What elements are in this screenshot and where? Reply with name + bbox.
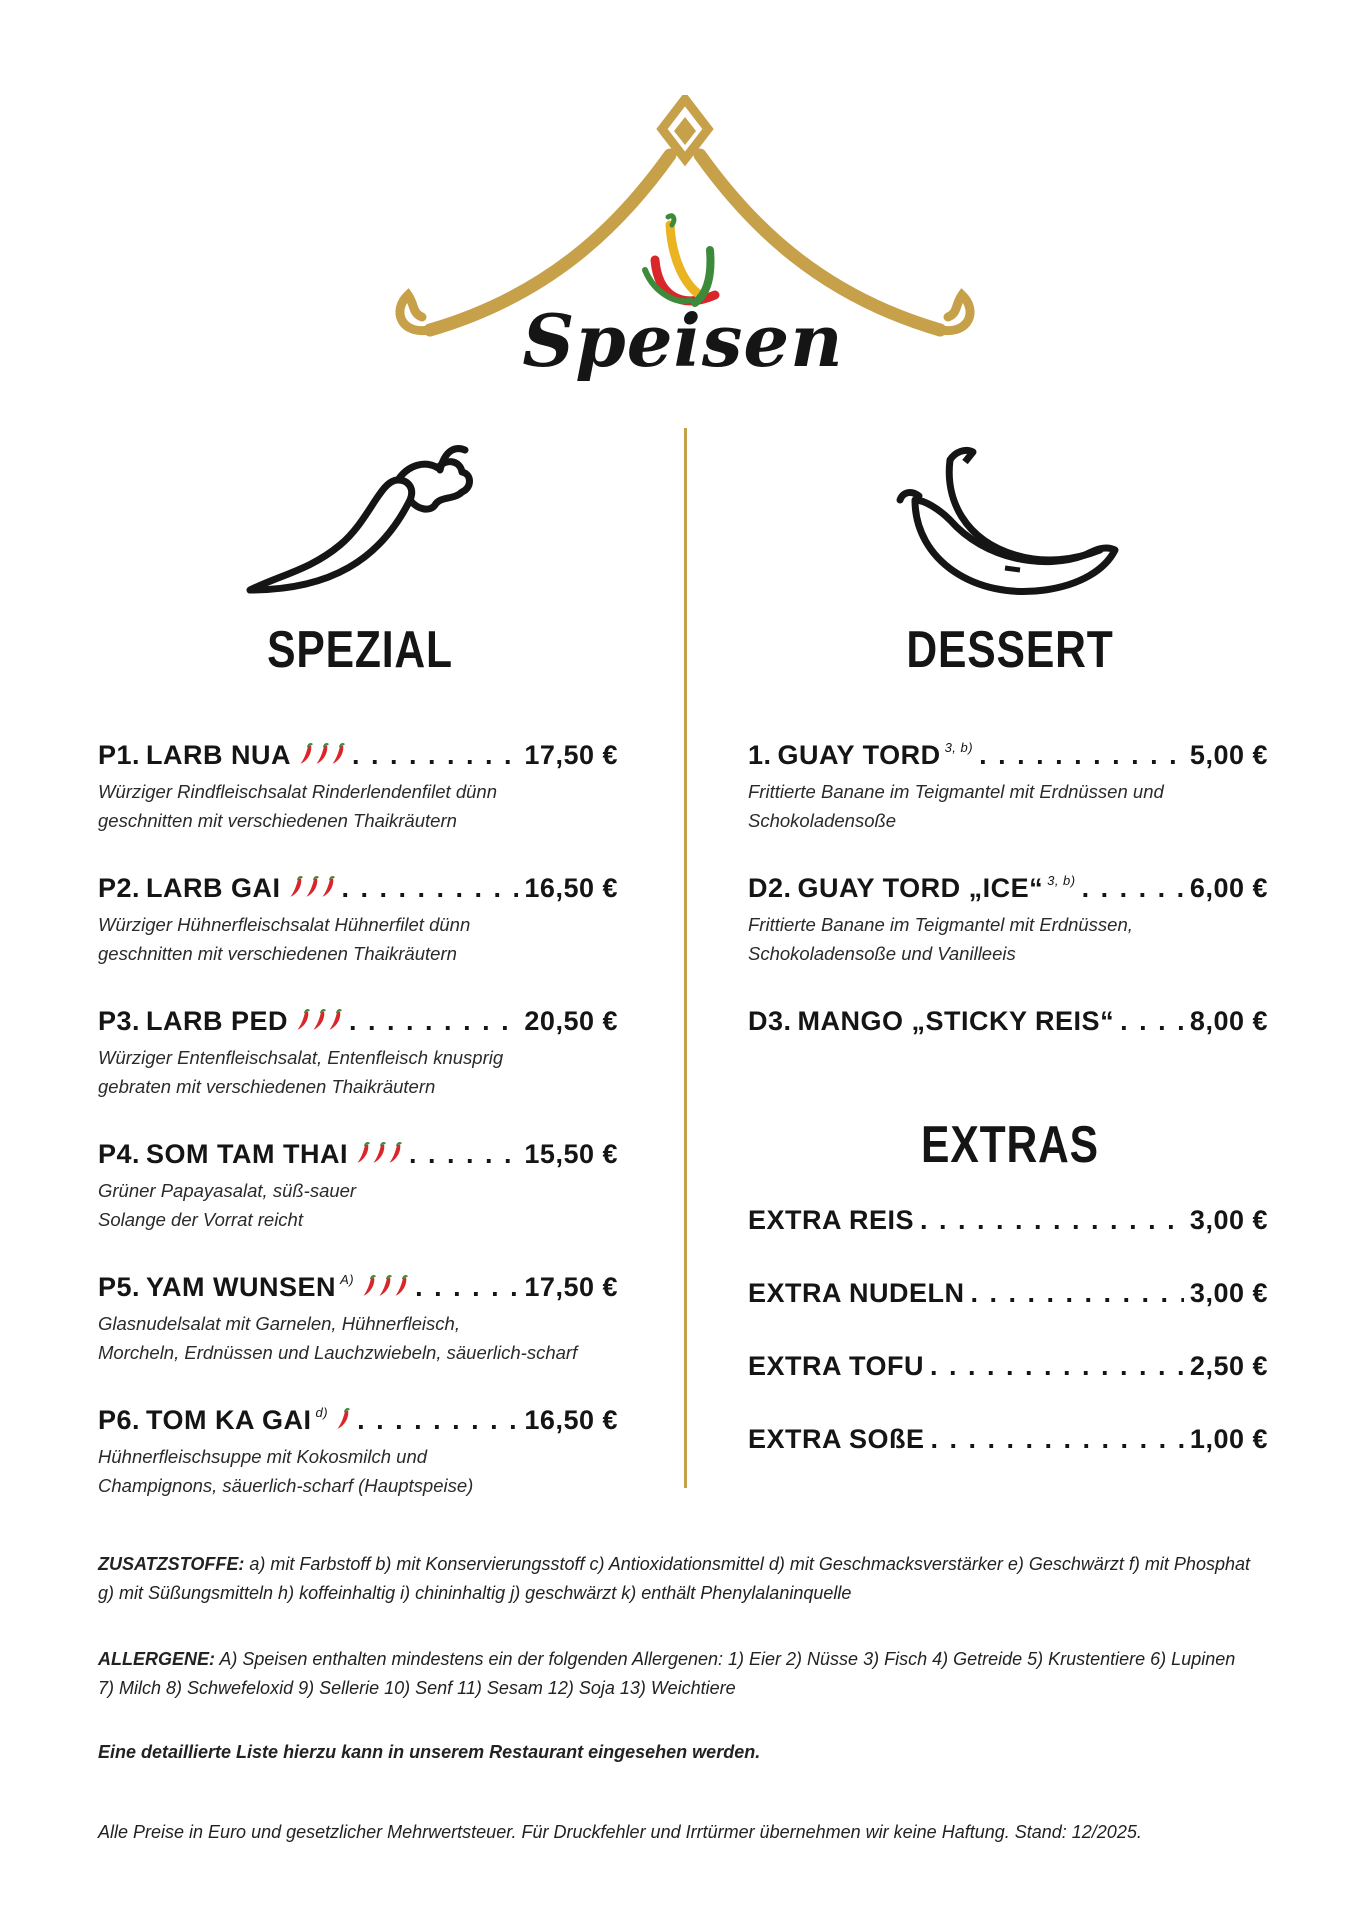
item-price: 16,50 €	[524, 873, 618, 903]
dot-leader	[971, 1278, 1184, 1309]
chili-icon	[289, 875, 304, 899]
spice-level-icons	[299, 742, 346, 766]
footer-note: Alle Preise in Euro und gesetzlicher Mehrwertsteuer. Für Druckfehler und Irrtürmer übernehmen wir keine Haftung. Stand: 12/2025.	[98, 1822, 1142, 1842]
item-description-line: Würziger Hühnerfleischsalat Hühnerfilet dünn	[98, 914, 471, 935]
item-description	[98, 1176, 618, 1234]
dot-leader	[357, 1405, 518, 1436]
item-name: EXTRA REIS	[748, 1205, 915, 1235]
item-price: 17,50 €	[524, 1272, 618, 1302]
item-name: TOM KA GAI	[146, 1405, 312, 1435]
allergene-line-1: A) Speisen enthalten mindestens ein der folgenden Allergenen: 1) Eier 2) Nüsse 3) Fisch 4) Getreide 5) Krustentiere 6) Lupinen	[219, 1649, 1236, 1669]
item-name: YAM WUNSEN	[146, 1272, 337, 1302]
section-title-dessert: DESSERT	[906, 621, 1114, 679]
item-description	[98, 1309, 618, 1367]
item-description	[748, 910, 1268, 968]
chili-outline-icon	[240, 440, 480, 610]
spice-level-icons	[336, 1407, 351, 1431]
chili-icon	[328, 1008, 343, 1032]
zusatzstoffe-label: ZUSATZSTOFFE:	[98, 1554, 245, 1574]
item-heading	[748, 873, 1268, 904]
chili-icon	[388, 1141, 403, 1165]
item-price: 17,50 €	[524, 740, 618, 770]
item-description	[98, 1043, 618, 1101]
item-price: 15,50 €	[524, 1139, 618, 1169]
item-description-line: Solange der Vorrat reicht	[98, 1209, 303, 1230]
allergene-label: ALLERGENE:	[98, 1649, 215, 1669]
item-description-line: Hühnerfleischsuppe mit Kokosmilch und	[98, 1446, 428, 1467]
item-heading	[748, 740, 1268, 771]
item-description-line: geschnitten mit verschiedenen Thaikräutern	[98, 810, 457, 831]
item-heading	[98, 1006, 618, 1037]
section-title-extras: EXTRAS	[921, 1116, 1099, 1174]
item-description-line: Schokoladensoße und Vanilleeis	[748, 943, 1016, 964]
item-description	[98, 910, 618, 968]
item-price: 16,50 €	[524, 1405, 618, 1435]
chili-icon	[296, 1008, 311, 1032]
spezial-item	[98, 1405, 618, 1500]
detail-list-note: Eine detaillierte Liste hierzu kann in unserem Restaurant eingesehen werden.	[98, 1742, 761, 1762]
item-code: 1.	[748, 740, 772, 770]
dot-leader	[920, 1205, 1184, 1236]
allergene-line-2: 7) Milch 8) Schwefeloxid 9) Sellerie 10) Senf 11) Sesam 12) Soja 13) Weichtiere	[98, 1678, 736, 1698]
dot-leader	[415, 1272, 518, 1303]
item-description	[98, 777, 618, 835]
item-description-line: Glasnudelsalat mit Garnelen, Hühnerfleisch,	[98, 1313, 460, 1334]
item-heading	[98, 1405, 618, 1436]
extras-item	[748, 1278, 1268, 1309]
chili-icon	[305, 875, 320, 899]
item-code: P5.	[98, 1272, 141, 1302]
chili-icon	[356, 1141, 371, 1165]
item-description-line: geschnitten mit verschiedenen Thaikräutern	[98, 943, 457, 964]
page-title: Speisen	[522, 298, 844, 383]
item-heading	[748, 1205, 1268, 1236]
item-name: LARB GAI	[146, 873, 281, 903]
item-price: 20,50 €	[524, 1006, 618, 1036]
zusatzstoffe-line-1: a) mit Farbstoff b) mit Konservierungsstoff c) Antioxidationsmittel d) mit Geschmacksverstärker e) Geschwärzt f) mit Phosphat	[249, 1554, 1250, 1574]
item-heading	[748, 1351, 1268, 1382]
chili-icon	[331, 742, 346, 766]
spezial-item	[98, 1006, 618, 1101]
item-code: D2.	[748, 873, 792, 903]
dessert-item	[748, 873, 1268, 968]
zusatzstoffe-line-2: g) mit Süßungsmitteln h) koffeinhaltig i) chininhaltig j) geschwärzt k) enthält Phenylalaninquelle	[98, 1583, 852, 1603]
item-description	[98, 1442, 618, 1500]
item-code: P1.	[98, 740, 141, 770]
chili-icon	[312, 1008, 327, 1032]
item-name: EXTRA SOßE	[748, 1424, 925, 1454]
dot-leader	[930, 1351, 1184, 1382]
dot-leader	[1082, 873, 1184, 904]
item-code: P3.	[98, 1006, 141, 1036]
chili-icon	[394, 1274, 409, 1298]
item-heading	[98, 1272, 618, 1303]
chili-icon	[315, 742, 330, 766]
dot-leader	[1120, 1006, 1184, 1037]
chili-icon	[321, 875, 336, 899]
column-divider	[684, 428, 687, 1488]
item-name: MANGO „STICKY REIS“	[797, 1006, 1115, 1036]
spezial-item	[98, 1139, 618, 1234]
dessert-item	[748, 1006, 1268, 1037]
item-price: 5,00 €	[1189, 740, 1268, 770]
item-code: D3.	[748, 1006, 792, 1036]
chili-icon	[336, 1407, 351, 1431]
item-price: 8,00 €	[1189, 1006, 1268, 1036]
spice-level-icons	[356, 1141, 403, 1165]
item-description-line: Schokoladensoße	[748, 810, 897, 831]
allergene-note	[98, 1645, 1278, 1703]
item-price: 1,00 €	[1189, 1424, 1268, 1454]
zusatzstoffe-note	[98, 1550, 1278, 1608]
item-name: LARB PED	[146, 1006, 289, 1036]
item-name: EXTRA TOFU	[748, 1351, 925, 1381]
item-price: 6,00 €	[1189, 873, 1268, 903]
chili-icon	[372, 1141, 387, 1165]
chili-icon	[362, 1274, 377, 1298]
spezial-item	[98, 873, 618, 968]
item-heading	[748, 1424, 1268, 1455]
spice-level-icons	[362, 1274, 409, 1298]
item-heading	[98, 873, 618, 904]
extras-item	[748, 1205, 1268, 1236]
item-name: SOM TAM THAI	[146, 1139, 349, 1169]
item-allergen-sup: 3, b)	[1047, 873, 1076, 888]
item-description-line: Frittierte Banane im Teigmantel mit Erdnüssen und	[748, 781, 1164, 802]
chili-icon	[378, 1274, 393, 1298]
dot-leader	[349, 1006, 518, 1037]
item-code: P4.	[98, 1139, 141, 1169]
item-price: 3,00 €	[1189, 1205, 1268, 1235]
item-price: 3,00 €	[1189, 1278, 1268, 1308]
item-description-line: Champignons, säuerlich-scharf (Hauptspeise)	[98, 1475, 474, 1496]
item-name: GUAY TORD „ICE“	[797, 873, 1044, 903]
item-description-line: Grüner Papayasalat, süß-sauer	[98, 1180, 357, 1201]
dot-leader	[931, 1424, 1184, 1455]
item-price: 2,50 €	[1189, 1351, 1268, 1381]
item-description	[748, 777, 1268, 835]
dot-leader	[342, 873, 519, 904]
item-name: EXTRA NUDELN	[748, 1278, 965, 1308]
item-heading	[748, 1006, 1268, 1037]
section-title-spezial: SPEZIAL	[267, 621, 453, 679]
dot-leader	[352, 740, 518, 771]
item-description-line: Frittierte Banane im Teigmantel mit Erdnüssen,	[748, 914, 1133, 935]
extras-item	[748, 1351, 1268, 1382]
item-heading	[98, 740, 618, 771]
item-description-line: gebraten mit verschiedenen Thaikräutern	[98, 1076, 436, 1097]
item-name: LARB NUA	[146, 740, 292, 770]
extras-item	[748, 1424, 1268, 1455]
dessert-item	[748, 740, 1268, 835]
item-description-line: Würziger Entenfleischsalat, Entenfleisch knusprig	[98, 1047, 504, 1068]
item-code: P2.	[98, 873, 141, 903]
spice-level-icons	[296, 1008, 343, 1032]
item-allergen-sup: d)	[315, 1405, 329, 1420]
spezial-item	[98, 1272, 618, 1367]
item-description-line: Würziger Rindfleischsalat Rinderlendenfilet dünn	[98, 781, 497, 802]
dot-leader	[979, 740, 1184, 771]
chili-icon	[299, 742, 314, 766]
item-heading	[98, 1139, 618, 1170]
banana-outline-icon	[895, 440, 1125, 610]
item-description-line: Morcheln, Erdnüssen und Lauchzwiebeln, säuerlich-scharf	[98, 1342, 578, 1363]
chili-bundle-icon	[645, 216, 715, 303]
dot-leader	[409, 1139, 518, 1170]
item-code: P6.	[98, 1405, 141, 1435]
item-heading	[748, 1278, 1268, 1309]
item-allergen-sup: 3, b)	[944, 740, 974, 755]
item-allergen-sup: A)	[340, 1272, 355, 1287]
spice-level-icons	[289, 875, 336, 899]
spezial-item	[98, 740, 618, 835]
item-name: GUAY TORD	[777, 740, 941, 770]
